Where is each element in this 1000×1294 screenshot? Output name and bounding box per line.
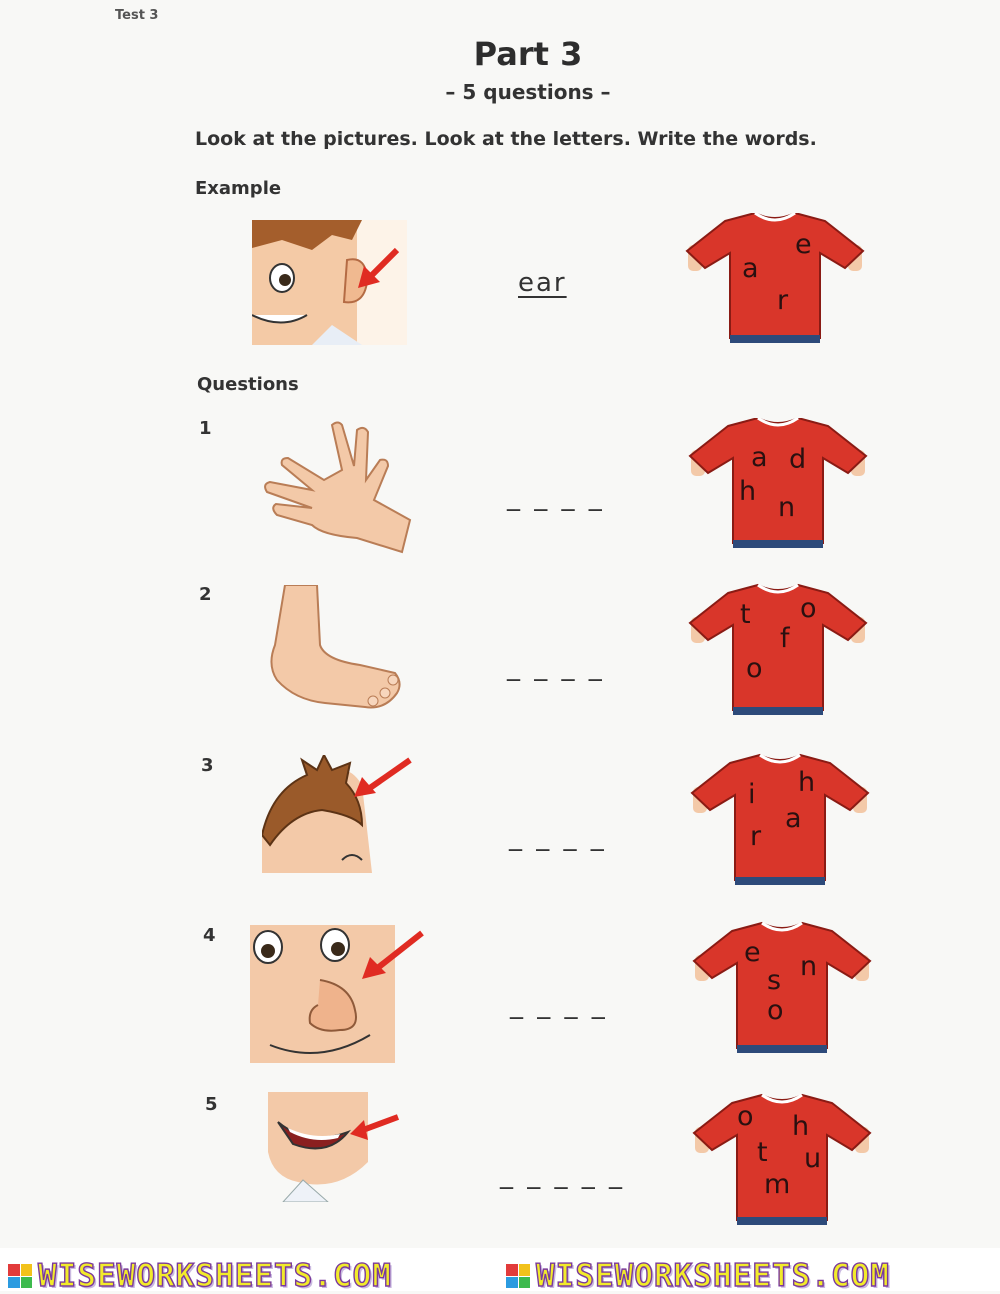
shirt-letter: t — [757, 1137, 768, 1168]
example-label: Example — [195, 178, 282, 199]
brand-logo-right — [506, 1258, 890, 1294]
shirt-letter: o — [746, 653, 763, 684]
hair-picture — [262, 755, 412, 873]
shirt-letter: h — [739, 476, 757, 507]
instructions: Look at the pictures. Look at the letters. Write the words. — [195, 128, 817, 150]
ear-picture — [252, 220, 407, 345]
shirt-q3 — [690, 752, 870, 890]
nose-picture — [250, 925, 430, 1065]
foot-picture — [265, 585, 405, 720]
test-label: Test 3 — [115, 8, 159, 23]
shirt-letter: n — [778, 492, 796, 523]
shirt-letter: t — [740, 599, 751, 630]
shirt-letter: a — [751, 442, 768, 473]
answer-blanks: _ _ _ _ _ — [500, 1160, 626, 1190]
shirt-q1 — [688, 418, 868, 550]
shirt-letter: e — [795, 229, 812, 260]
brand-logo-left — [8, 1258, 392, 1294]
shirt-letter: o — [737, 1101, 754, 1132]
shirt-letter: m — [764, 1169, 791, 1200]
mouth-picture — [268, 1092, 408, 1202]
footer-banner — [0, 1248, 1000, 1294]
question-number: 3 — [201, 755, 214, 776]
answer-blanks: _ _ _ _ — [507, 482, 605, 512]
page-subtitle: – 5 questions – — [445, 80, 611, 104]
brand-icon — [506, 1264, 530, 1288]
shirt-letter: u — [804, 1143, 822, 1174]
shirt-letter: a — [785, 803, 802, 834]
question-number: 2 — [199, 584, 212, 605]
shirt-letter: o — [800, 593, 817, 624]
page-title: Part 3 — [473, 35, 583, 73]
shirt-example — [685, 213, 865, 343]
shirt-letter: n — [800, 951, 818, 982]
shirt-letter: o — [767, 995, 784, 1026]
shirt-q4 — [692, 920, 872, 1058]
brand-text: WISEWORKSHEETS.COM — [38, 1258, 392, 1294]
question-number: 4 — [203, 925, 216, 946]
question-number: 5 — [205, 1094, 218, 1115]
shirt-q5 — [692, 1092, 872, 1230]
shirt-letter: h — [798, 767, 816, 798]
shirt-letter: e — [744, 937, 761, 968]
shirt-letter: f — [780, 623, 790, 654]
question-number: 1 — [199, 418, 212, 439]
example-answer: ear — [518, 268, 567, 298]
shirt-letter: r — [750, 821, 762, 852]
brand-icon — [8, 1264, 32, 1288]
answer-blanks: _ _ _ _ — [509, 822, 607, 852]
hand-picture — [262, 420, 412, 555]
answer-blanks: _ _ _ _ — [507, 652, 605, 682]
answer-blanks: _ _ _ _ — [510, 990, 608, 1020]
shirt-letter: s — [767, 965, 782, 996]
shirt-letter: h — [792, 1111, 810, 1142]
questions-label: Questions — [197, 374, 299, 395]
shirt-letter: a — [742, 253, 759, 284]
shirt-letter: i — [748, 779, 756, 810]
brand-text: WISEWORKSHEETS.COM — [536, 1258, 890, 1294]
shirt-letter: d — [789, 444, 807, 475]
shirt-q2 — [688, 582, 868, 720]
shirt-letter: r — [777, 285, 789, 316]
